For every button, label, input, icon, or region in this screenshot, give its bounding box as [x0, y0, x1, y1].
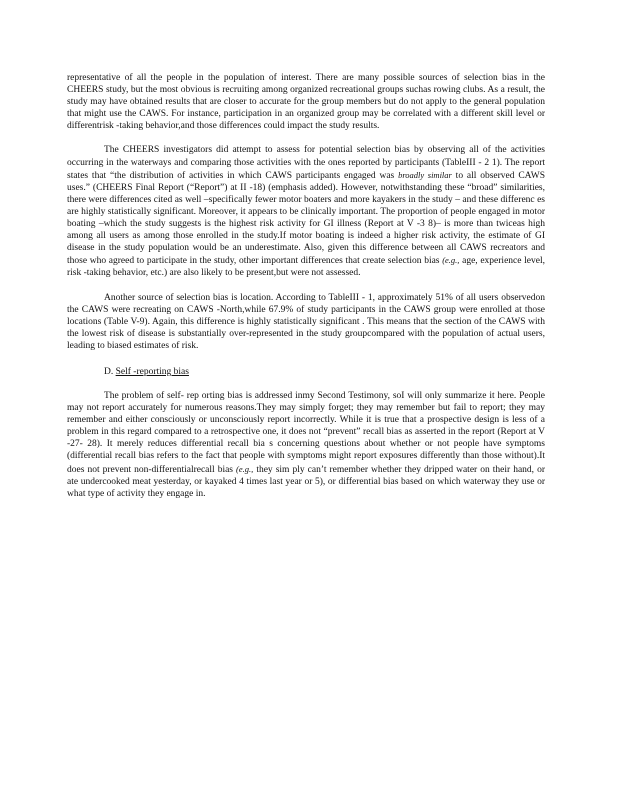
paragraph-text: The problem of self- rep orting bias is addressed inmy Second Testimony, soI will only summarize it here. People may not report accurately for numerous reasons.They may simply forget; they may remember but fail to report; they may remember and either consciously or unconsciously report incorrectly. While it is true that a prospective design is less of a problem in this regard compared to a retrospective one, it does not “prevent” recall bias as asserted in the report (Report at V -27- 28). It merely reduces differential recall bia s concerning questions about whether or not people have symptoms (differential recall bias refers to the fact that people with symptoms might report exposures differently than those without).It does not prevent non-differentialrecall bias: [67, 390, 545, 475]
paragraph-text: age, experience level, risk -taking behavior, etc.) are also likely to be present,but were not assessed.: [67, 256, 545, 279]
document-page: [67, 72, 545, 500]
paragraph-text: they sim ply can’t remember whether they dripped water on their hand, or ate undercooked meat yesterday, or kayaked 4 times last year or 5), or differential bias based on which waterway they use or what type of activity they engage in.: [67, 464, 545, 499]
paragraph-activity-comparison: [67, 144, 545, 279]
section-letter: D.: [104, 366, 114, 377]
paragraph-self-reporting-bias: [67, 390, 545, 500]
paragraph-text: to all observed CAWS uses.” (CHEERS Final Report (“Report”) at II -18) (emphasis added). However, notwithstanding these “broad” similarities, there were differences cited as well –specifically fewer motor boaters and more kayakers in the study – and these differenc es are highly statistically significant. Moreover, it appears to be clinically important. The proportion of people engaged in motor boating –which the study suggests is the highest risk activity for GI illness (Report at V -3 8)– is more than twiceas high among all users as among those enrolled in the study.If motor boating is indeed a higher risk activity, the estimate of GI disease in the study population would be an underestimate. Also, given this difference between all CAWS recreators and those who agreed to participate in the study, other important differences that create selection bias: [67, 170, 545, 267]
paragraph-selection-bias-intro: representative of all the people in the population of interest. There are many possible sources of selection bias in the CHEERS study, but the most obvious is recruiting among organized recreational groups suchas rowing clubs. As a result, the study may have obtained results that are closer to accurate for the group members but do not apply to the general population that might use the CAWS. For instance, participation in an organized group may be correlated with a different skill level or differentrisk -taking behavior,and those differences could impact the study results.: [67, 73, 545, 132]
emphasis-text: (e.g.,: [236, 463, 254, 474]
section-heading: [104, 366, 545, 378]
paragraph-location-bias: Another source of selection bias is location. According to TableIII - 1, approximately 51% of all users observedon the CAWS were recreating on CAWS -North,while 67.9% of study participants in the CAWS group were enrolled at those locations (Table V-9). Again, this difference is highly statistically significant . This means that the section of the CAWS with the lowest risk of disease is substantially over-represented in the study groupcompared with the population of actual users, leading to biased estimates of risk.: [67, 292, 545, 351]
emphasis-text: (e.g.,: [442, 255, 460, 266]
emphasis-text: broadly similar: [398, 169, 452, 180]
paragraph-text: The CHEERS investigators did attempt to assess for potential selection bias by observing all of the activities occurring in the waterways and comparing those activities with the ones reported by participants (TableIII - 2 1). The report states that “the distribution of activities in which CAWS participants engaged was: [67, 145, 545, 181]
section-title: Self -reporting bias: [115, 366, 189, 377]
